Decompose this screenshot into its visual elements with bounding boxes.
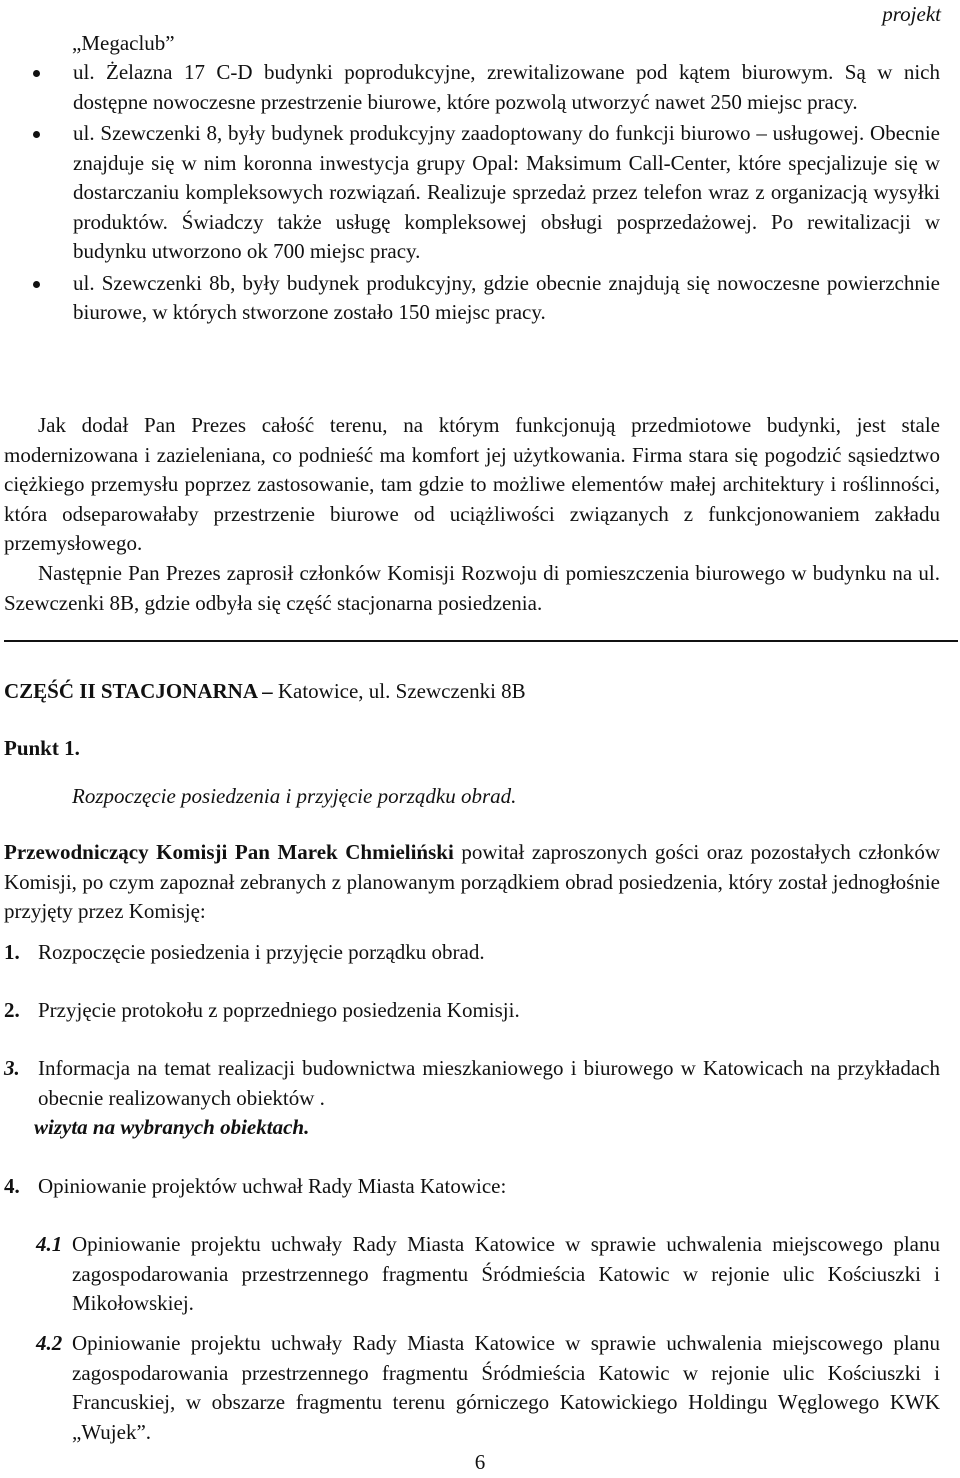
agenda-item: 4. Opiniowanie projektów uchwał Rady Miasta Katowice:: [4, 1174, 507, 1198]
building-list: [33, 58, 940, 328]
list-item: ul. Szewczenki 8, były budynek produkcyjny zaadoptowany do funkcji biurowo – usługowej. Obecnie znajduje się w nim koronna inwestycja grupy Opal: Maksimum Call-Center, które specjalizuje się w dostarczaniu kompleksowych rozwiązań. Realizuje sprzedaż przez telefon wraz z organizacją wysyłki produktów. Świadczy także usługę kompleksowej obsługi posprzedażowej. Po rewitalizacji w budynku utworzono ok 700 miejsc pracy.: [33, 119, 940, 267]
page-number: 6: [474, 1450, 486, 1474]
section-heading: CZĘŚĆ II STACJONARNA – Katowice, ul. Szewczenki 8B: [4, 679, 526, 703]
agenda-item-note: wizyta na wybranych obiektach.: [34, 1115, 310, 1139]
sub-agenda-item: 4.2 Opiniowanie projektu uchwały Rady Miasta Katowice w sprawie uchwalenia miejscowego planu zagospodarowania przestrzennego fragmentu Śródmieścia Katowic w rejonie ulic Kościuszki i Francuskiej, w obszarze fragmentu terenu górniczego Katowickiego Holdingu Węglowego KWK „Wujek”.: [36, 1331, 940, 1444]
paragraph-summary: Jak dodał Pan Prezes całość terenu, na którym funkcjonują przedmiotowe budynki, jest stale modernizowana i zazieleniana, co podnieść ma komfort jej użytkowania. Firma stara się pogodzić sąsiedztwo ciężkiego przemysłu poprzez zastosowanie, tam gdzie to możliwe elementów małej architektury i roślinności, która odseparowałaby przestrzenie biurowe od uciążliwości związanych z funkcjonowaniem zakładu przemysłowego.: [4, 413, 940, 555]
section-divider: [4, 640, 958, 642]
agenda-item: 3. Informacja na temat realizacji budownictwa mieszkaniowego i biurowego w Katowicach na przykładach obecnie realizowanych obiektów . wizyta na wybranych obiektach.: [4, 1054, 940, 1143]
paragraph-invitation: Następnie Pan Prezes zaprosił członków Komisji Rozwoju di pomieszczenia biurowego w budynku na ul. Szewczenki 8B, gdzie odbyła się część stacjonarna posiedzenia.: [4, 561, 940, 615]
list-item: ul. Szewczenki 8b, były budynek produkcyjny, gdzie obecnie znajdują się nowoczesne powierzchnie biurowe, w których stworzone zostało 150 miejsc pracy.: [33, 269, 940, 328]
agenda-item: 1. Rozpoczęcie posiedzenia i przyjęcie porządku obrad.: [4, 940, 485, 964]
punkt-label: Punkt 1.: [4, 736, 80, 760]
list-item: ul. Żelazna 17 C-D budynki poprodukcyjne, zrewitalizowane pod kątem biurowym. Są w nich dostępne nowoczesne przestrzenie biurowe, które pozwolą utworzyć nawet 250 miejsc pracy.: [33, 58, 940, 117]
bullet-icon: [33, 281, 40, 288]
megaclub-heading: „Megaclub”: [72, 31, 175, 55]
agenda-item: 2. Przyjęcie protokołu z poprzedniego posiedzenia Komisji.: [4, 998, 520, 1022]
draft-label: projekt: [882, 2, 941, 26]
sub-agenda-item: 4.1 Opiniowanie projektu uchwały Rady Miasta Katowice w sprawie uchwalenia miejscowego planu zagospodarowania przestrzennego fragmentu Śródmieścia Katowic w rejonie ulic Kościuszki i Mikołowskiej.: [36, 1232, 940, 1315]
bullet-icon: [33, 131, 40, 138]
bullet-icon: [33, 70, 40, 77]
punkt-title: Rozpoczęcie posiedzenia i przyjęcie porządku obrad.: [72, 784, 517, 808]
chair-intro: Przewodniczący Komisji Pan Marek Chmieliński powitał zaproszonych gości oraz pozostałych członków Komisji, po czym zapoznał zebranych z planowanym porządkiem obrad posiedzenia, który został jednogłośnie przyjęty przez Komisję:: [4, 840, 940, 923]
